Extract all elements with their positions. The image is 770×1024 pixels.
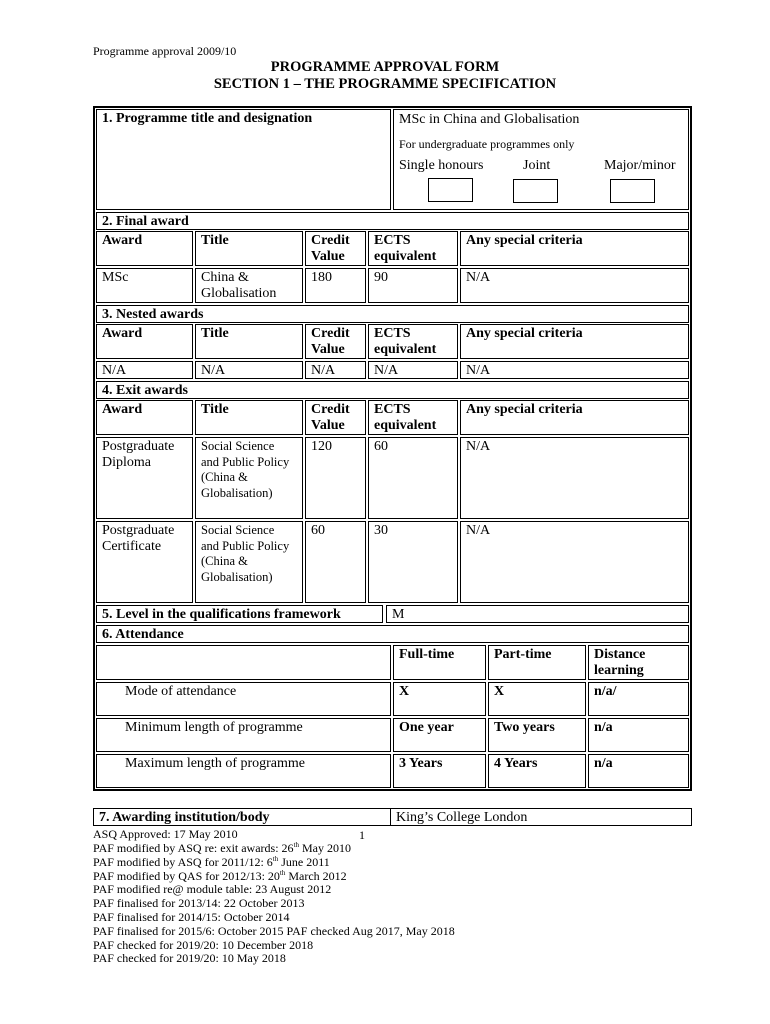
col-title-header: Title (195, 231, 303, 266)
awarding-body-value: King’s College London (390, 808, 692, 826)
option-single-honours: Single honours (399, 158, 484, 173)
final-award-ects: 90 (368, 268, 458, 303)
undergrad-note: For undergraduate programmes only (399, 137, 575, 151)
running-head: Programme approval 2009/10 (93, 44, 237, 58)
revision-line: PAF modified by QAS for 2012/13: 20th March 2012 (93, 868, 347, 883)
col-credit-header: Credit Value (305, 400, 366, 435)
min-length-part: Two years (488, 718, 586, 752)
col-credit-header: Credit Value (305, 231, 366, 266)
programme-title-value: MSc in China and Globalisation (399, 112, 580, 127)
exit-award-2-award: Postgraduate Certificate (96, 521, 193, 603)
form-title: PROGRAMME APPROVAL FORM (270, 59, 500, 75)
exit-award-1-award: Postgraduate Diploma (96, 437, 193, 519)
max-length-full: 3 Years (393, 754, 486, 788)
nested-award-award: N/A (96, 361, 193, 379)
col-ects-header: ECTS equivalent (368, 400, 458, 435)
col-ects-header: ECTS equivalent (368, 231, 458, 266)
max-length-label: Maximum length of programme (96, 754, 391, 788)
revision-line: PAF finalised for 2014/15: October 2014 (93, 909, 290, 924)
revision-line: PAF modified re@ module table: 23 August 2012 (93, 882, 332, 897)
revision-line: PAF checked for 2019/20: 10 December 2018 (93, 937, 314, 952)
col-credit-header: Credit Value (305, 324, 366, 359)
nested-award-ects: N/A (368, 361, 458, 379)
section3-label: 3. Nested awards (96, 305, 689, 323)
revision-line: PAF finalised for 2013/14: 22 October 2013 (93, 896, 305, 911)
min-length-label: Minimum length of programme (96, 718, 391, 752)
section6-label: 6. Attendance (96, 625, 689, 643)
exit-award-1-title: Social Science and Public Policy (China & Globalisation) (195, 437, 303, 519)
attendance-blank-header (96, 645, 391, 680)
attendance-mode-label: Mode of attendance (96, 682, 391, 716)
col-part-time-header: Part-time (488, 645, 586, 680)
exit-award-1-credit: 120 (305, 437, 366, 519)
exit-award-1-criteria: N/A (460, 437, 689, 519)
joint-checkbox[interactable] (513, 179, 558, 203)
revision-line: PAF finalised for 2015/6: October 2015 PAF checked Aug 2017, May 2018 (93, 923, 455, 938)
final-award-award: MSc (96, 268, 193, 303)
col-ects-header: ECTS equivalent (368, 324, 458, 359)
col-criteria-header: Any special criteria (460, 400, 689, 435)
col-criteria-header: Any special criteria (460, 231, 689, 266)
exit-award-2-credit: 60 (305, 521, 366, 603)
section1-label: 1. Programme title and designation (96, 109, 391, 210)
revision-history (93, 842, 455, 966)
max-length-part: 4 Years (488, 754, 586, 788)
nested-award-criteria: N/A (460, 361, 689, 379)
col-title-header: Title (195, 400, 303, 435)
final-award-criteria: N/A (460, 268, 689, 303)
section5-label: 5. Level in the qualifications framework (96, 605, 383, 623)
col-distance-header: Distance learning (588, 645, 689, 680)
col-award-header: Award (96, 400, 193, 435)
final-award-credit: 180 (305, 268, 366, 303)
asq-approved-note: ASQ Approved: 17 May 2010 (93, 827, 238, 841)
final-award-title: China & Globalisation (195, 268, 303, 303)
col-title-header: Title (195, 324, 303, 359)
attendance-mode-distance: n/a/ (588, 682, 689, 716)
max-length-distance: n/a (588, 754, 689, 788)
option-major-minor: Major/minor (604, 158, 676, 173)
major-minor-checkbox[interactable] (610, 179, 655, 203)
attendance-mode-part: X (488, 682, 586, 716)
option-joint: Joint (523, 158, 551, 173)
nested-award-credit: N/A (305, 361, 366, 379)
col-criteria-header: Any special criteria (460, 324, 689, 359)
min-length-full: One year (393, 718, 486, 752)
exit-award-2-criteria: N/A (460, 521, 689, 603)
attendance-mode-full: X (393, 682, 486, 716)
col-award-header: Award (96, 231, 193, 266)
min-length-distance: n/a (588, 718, 689, 752)
exit-award-2-title: Social Science and Public Policy (China & Globalisation) (195, 521, 303, 603)
col-award-header: Award (96, 324, 193, 359)
nested-award-title: N/A (195, 361, 303, 379)
section2-label: 2. Final award (96, 212, 689, 230)
revision-line: PAF checked for 2019/20: 10 May 2018 (93, 951, 286, 966)
qualification-level-value: M (386, 605, 689, 623)
form-subtitle: SECTION 1 – THE PROGRAMME SPECIFICATION (213, 76, 557, 92)
section7-label: 7. Awarding institution/body (93, 808, 391, 826)
single-honours-checkbox[interactable] (428, 178, 473, 202)
section4-label: 4. Exit awards (96, 381, 689, 399)
revision-line: PAF modified by ASQ re: exit awards: 26th May 2010 (93, 841, 352, 855)
revision-line: PAF modified by ASQ for 2011/12: 6th June 2011 (93, 854, 330, 869)
col-full-time-header: Full-time (393, 645, 486, 680)
exit-award-2-ects: 30 (368, 521, 458, 603)
page-number: 1 (359, 828, 365, 842)
exit-award-1-ects: 60 (368, 437, 458, 519)
